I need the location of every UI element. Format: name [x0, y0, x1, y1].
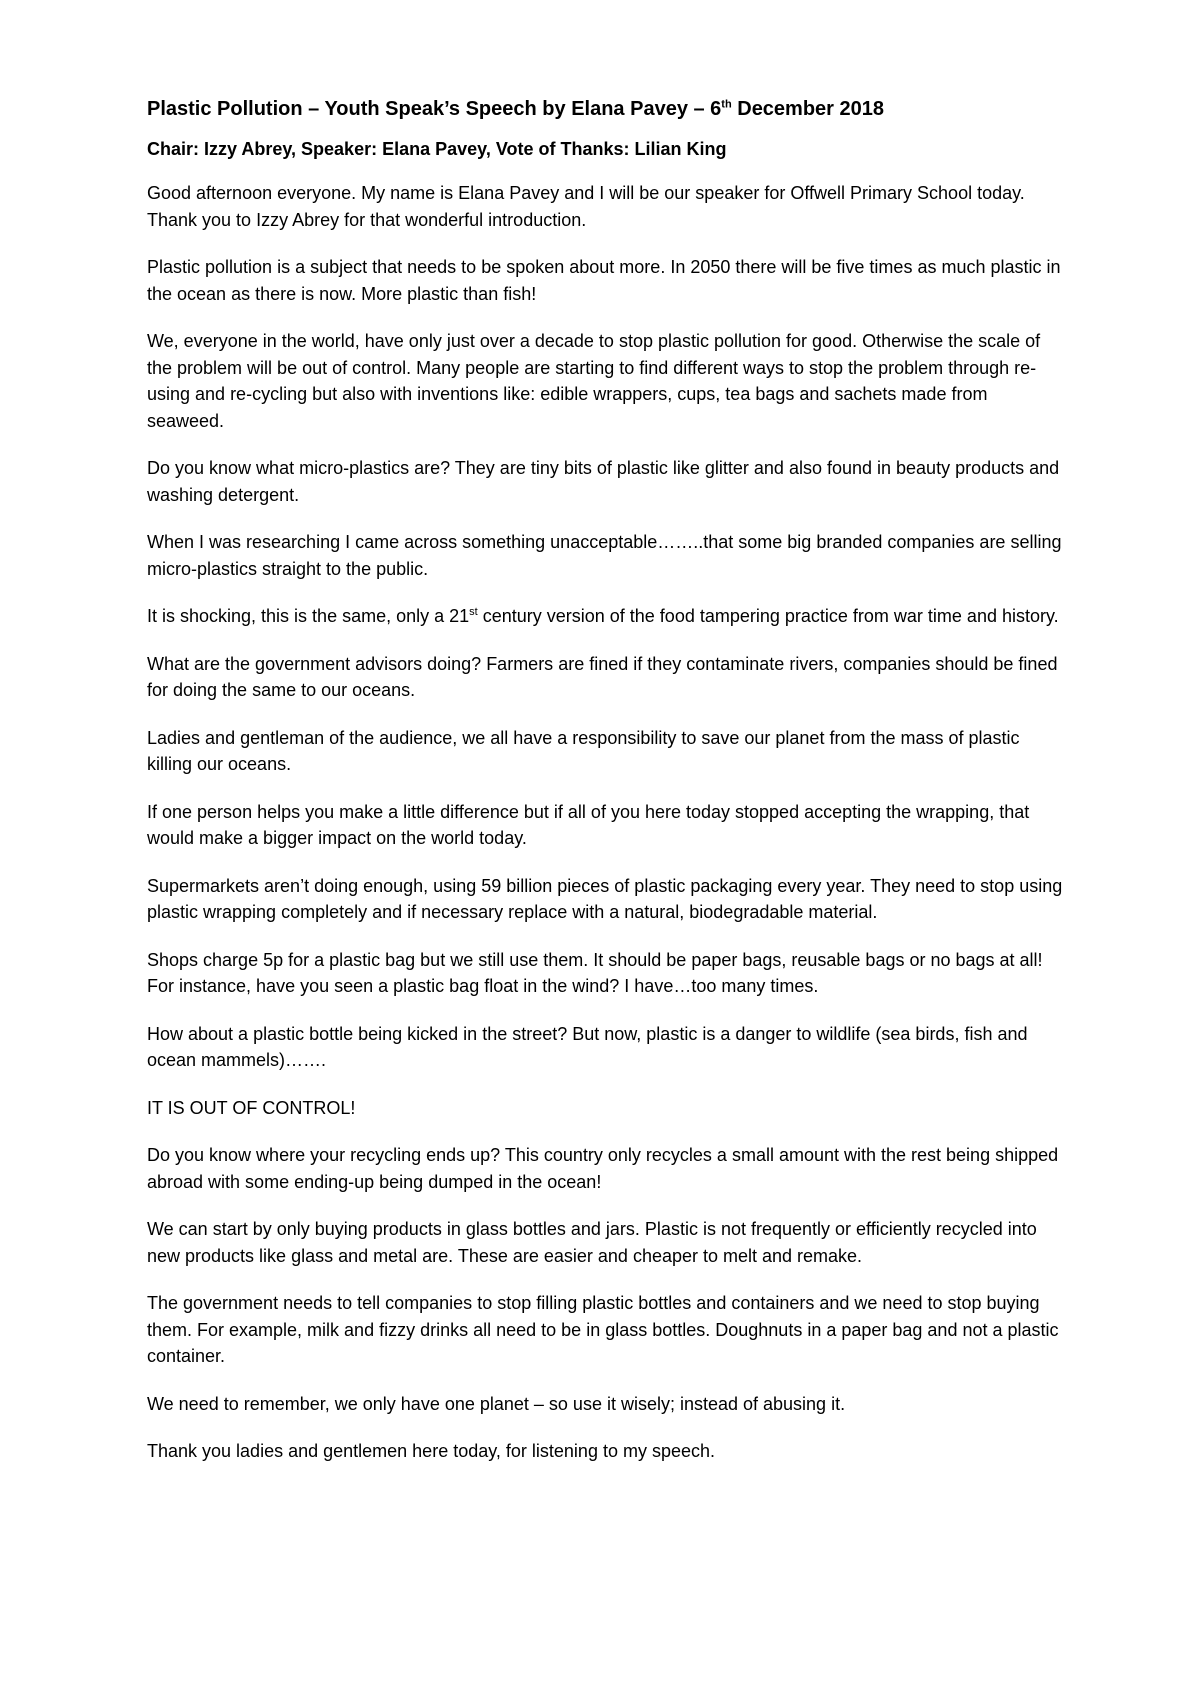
paragraph: Shops charge 5p for a plastic bag but we still use them. It should be paper bags, reusable bags or no bags at all! For instance, have you seen a plastic bag float in the wind? I have…too many times. — [147, 949, 1043, 996]
paragraph: We, everyone in the world, have only just over a decade to stop plastic pollution for good. Otherwise the scale of the problem will be out of control. Many people are starting to find different ways to stop the problem through re-using and re-cycling but also with inventions like: edible wrappers, cups, tea bags and sachets made from seaweed. — [147, 331, 1041, 431]
paragraph-text-end: century version of the food tampering practice from war time and history. — [477, 606, 1059, 626]
paragraph: When I was researching I came across something unacceptable……..that some big branded companies are selling micro-plastics straight to the public. — [147, 532, 1062, 579]
title-superscript: th — [721, 98, 732, 111]
paragraph — [147, 603, 1067, 630]
paragraph: Plastic pollution is a subject that needs to be spoken about more. In 2050 there will be five times as much plastic in the ocean as there is now. More plastic than fish! — [147, 257, 1061, 304]
document-title — [147, 96, 1067, 122]
speech-body — [147, 180, 1067, 1465]
paragraph: The government needs to tell companies to stop filling plastic bottles and containers and we need to stop buying them. For example, milk and fizzy drinks all need to be in glass bottles. Doughnuts in a paper bag and not a plastic container. — [147, 1293, 1059, 1366]
paragraph: If one person helps you make a little difference but if all of you here today stopped accepting the wrapping, that would make a bigger impact on the world today. — [147, 801, 1030, 848]
paragraph: Ladies and gentleman of the audience, we all have a responsibility to save our planet from the mass of plastic killing our oceans. — [147, 727, 1020, 774]
paragraph: Do you know what micro-plastics are? They are tiny bits of plastic like glitter and also found in beauty products and washing detergent. — [147, 458, 1060, 505]
title-text: Plastic Pollution – Youth Speak’s Speech by Elana Pavey – 6 — [147, 98, 722, 120]
title-text-end: December 2018 — [731, 98, 885, 120]
paragraph: Supermarkets aren’t doing enough, using 59 billion pieces of plastic packaging every year. They need to stop using plastic wrapping completely and if necessary replace with a natural, biodegradable material. — [147, 875, 1063, 922]
paragraph: Do you know where your recycling ends up? This country only recycles a small amount with the rest being shipped abroad with some ending-up being dumped in the ocean! — [147, 1145, 1059, 1192]
paragraph: What are the government advisors doing? Farmers are fined if they contaminate rivers, companies should be fined for doing the same to our oceans. — [147, 653, 1058, 700]
paragraph: IT IS OUT OF CONTROL! — [147, 1097, 356, 1118]
paragraph: How about a plastic bottle being kicked in the street? But now, plastic is a danger to wildlife (sea birds, fish and ocean mammels)……. — [147, 1023, 1028, 1070]
paragraph-superscript: st — [469, 606, 478, 618]
paragraph: Good afternoon everyone. My name is Elana Pavey and I will be our speaker for Offwell Primary School today. Thank you to Izzy Abrey for that wonderful introduction. — [147, 183, 1025, 230]
document-page — [147, 96, 1067, 1486]
paragraph: Thank you ladies and gentlemen here today, for listening to my speech. — [147, 1441, 716, 1461]
roles-line: Chair: Izzy Abrey, Speaker: Elana Pavey, Vote of Thanks: Lilian King — [147, 139, 727, 159]
paragraph-text: It is shocking, this is the same, only a 21 — [147, 606, 470, 626]
paragraph: We need to remember, we only have one planet – so use it wisely; instead of abusing it. — [147, 1393, 846, 1414]
paragraph: We can start by only buying products in glass bottles and jars. Plastic is not frequently or efficiently recycled into new products like glass and metal are. These are easier and cheaper to melt and remake. — [147, 1219, 1037, 1266]
